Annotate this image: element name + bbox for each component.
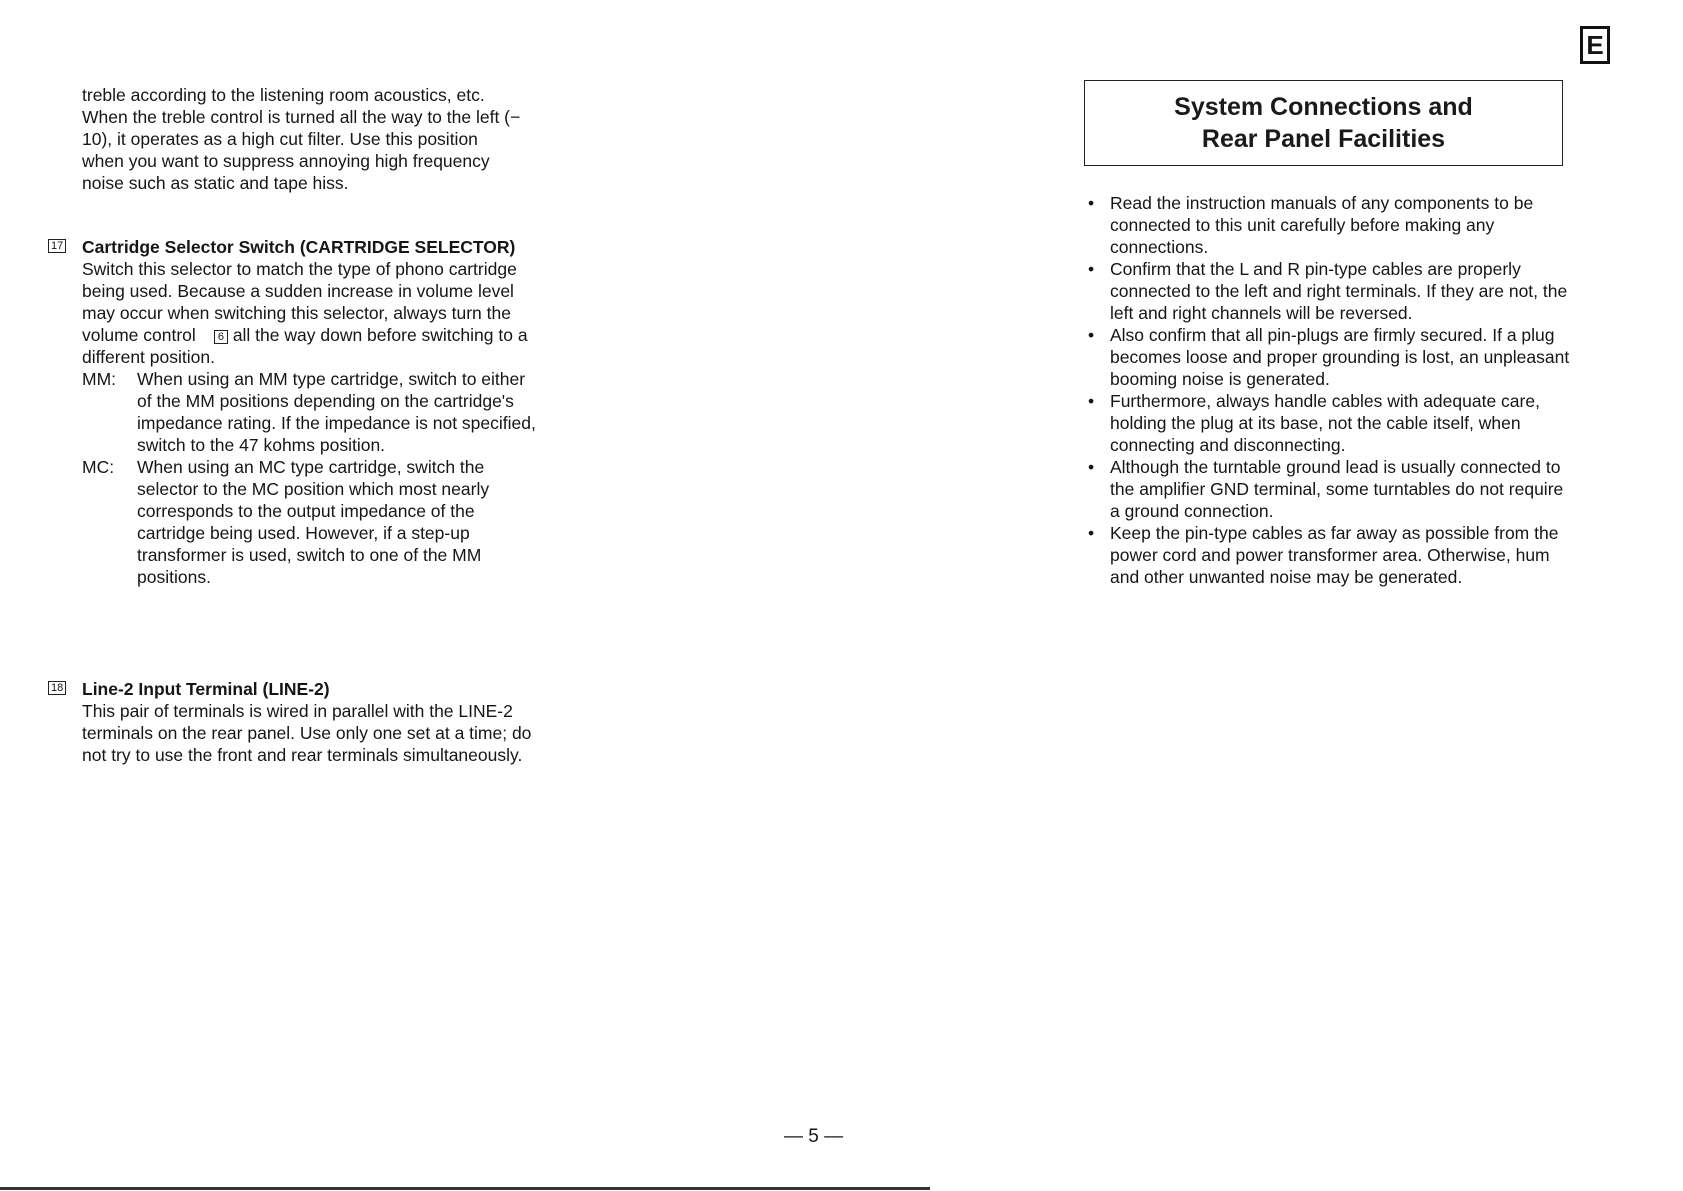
definition-mm [82,368,538,456]
section-heading [48,236,538,258]
definition-text: When using an MC type cartridge, switch the selector to the MC position which most nearly corresponds to the output impedance of the cartridge being used. However, if a step-up transformer is used, switch to one of the MM positions. [137,457,490,587]
title-line-1: System Connections and [1174,93,1473,121]
connection-notes-list [1084,192,1574,588]
page-title [1174,91,1473,155]
section-line2-input [48,678,538,766]
section-title: Cartridge Selector Switch (CARTRIDGE SELECTOR) [82,237,516,257]
list-item: • Keep the pin-type cables as far away as possible from the power cord and power transformer area. Otherwise, hum and other unwanted noise may be generated. [1084,522,1574,588]
section-cartridge-selector [48,236,538,588]
list-item: • Read the instruction manuals of any components to be connected to this unit carefully before making any connections. [1084,192,1574,258]
list-item: • Although the turntable ground lead is usually connected to the amplifier GND terminal, some turntables do not require a ground connection. [1084,456,1574,522]
section-title: Line-2 Input Terminal (LINE-2) [82,679,330,699]
section-body: This pair of terminals is wired in parallel with the LINE-2 terminals on the rear panel. Use only one set at a time; do not try to use the front and rear terminals simultaneously. [82,701,532,765]
title-box [1084,80,1563,166]
list-item: • Confirm that the L and R pin-type cables are properly connected to the left and right terminals. If they are not, the left and right channels will be reversed. [1084,258,1574,324]
section-marker-badge: E [1580,26,1610,64]
definition-term: MM: [82,369,117,389]
definition-term: MC: [82,457,115,477]
intro-paragraph: treble according to the listening room acoustics, etc. When the treble control is turned all the way to the left (− 10), it operates as a high cut filter. Use this position when you want to suppress annoying high frequency noise such as static and tape hiss. [82,85,521,193]
section-text: Switch this selector to match the type of phono cartridge being used. Because a sudden increase in volume level may occur when switching this selector, always turn the volume control [82,259,517,345]
list-item: • Furthermore, always handle cables with adequate care, holding the plug at its base, not the cable itself, when connecting and disconnecting. [1084,390,1574,456]
title-line-2: Rear Panel Facilities [1201,125,1446,153]
page-number: — 5 — [784,1126,844,1147]
section-body [48,258,538,588]
definition-text: When using an MM type cartridge, switch to either of the MM positions depending on the cartridge's impedance rating. If the impedance is not specified, switch to the 47 kohms position. [137,369,536,455]
list-item: • Also confirm that all pin-plugs are firmly secured. If a plug becomes loose and proper grounding is lost, an unpleasant booming noise is generated. [1084,324,1574,390]
bottom-divider [0,1187,930,1190]
section-heading [48,678,538,700]
section-number-badge: 18 [48,681,66,695]
definition-mc [82,456,538,588]
section-number-badge: 17 [48,239,66,253]
section-text-continued: all the way down before switching to a different position. [82,325,528,367]
reference-badge: 6 [214,330,228,344]
